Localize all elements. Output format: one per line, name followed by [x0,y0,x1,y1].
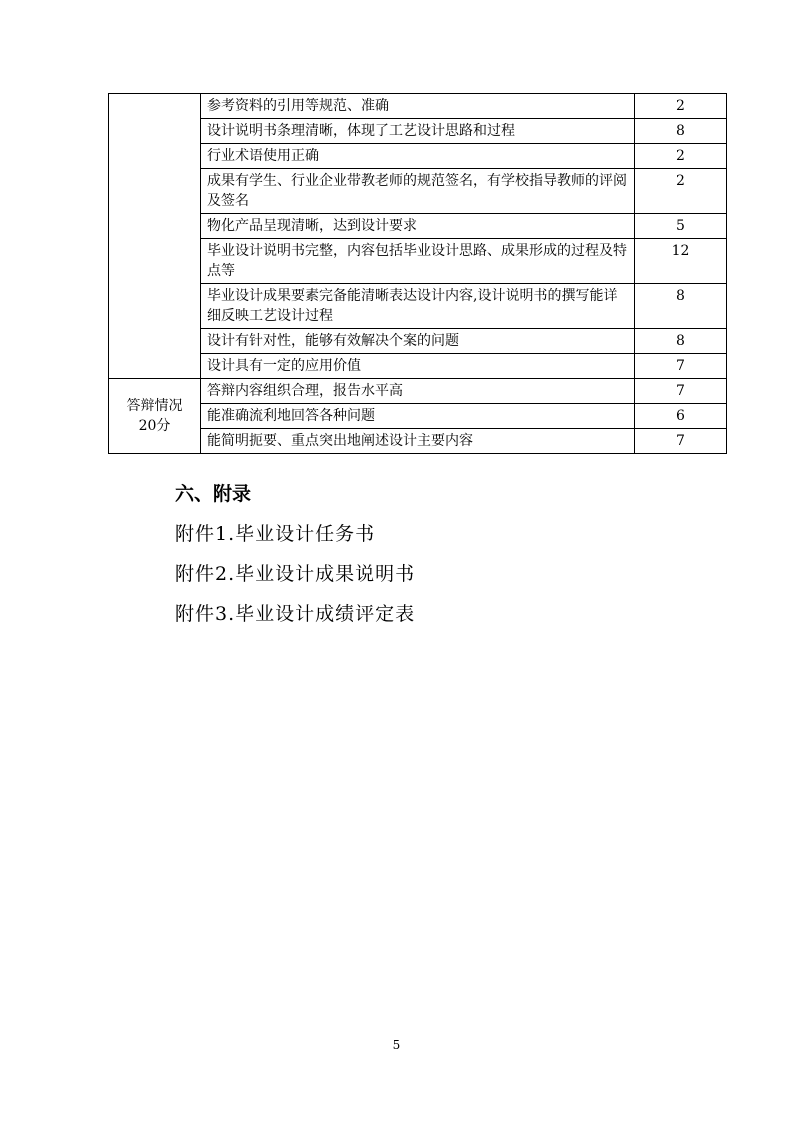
criterion-score: 8 [635,284,727,329]
criterion-score: 8 [635,119,727,144]
grading-criteria-table [108,93,727,454]
table-row [109,284,727,329]
table-row [109,119,727,144]
attachment-item: 附件3.毕业设计成绩评定表 [175,603,416,625]
table-row [109,169,727,214]
table-row [109,404,727,429]
table-row [109,354,727,379]
criterion-score: 7 [635,354,727,379]
table-row [109,214,727,239]
criterion-text: 成果有学生、行业企业带教老师的规范签名，有学校指导教师的评阅及签名 [201,169,635,214]
criterion-score: 7 [635,429,727,454]
page-number: 5 [392,1038,401,1052]
criterion-text: 行业术语使用正确 [201,144,635,169]
criterion-score: 5 [635,214,727,239]
criterion-score: 2 [635,144,727,169]
table-row [109,144,727,169]
criterion-score: 8 [635,329,727,354]
appendix-section [175,480,415,634]
category-cell-continued [109,94,201,379]
appendix-heading: 六、附录 [175,483,252,505]
criterion-text: 设计有针对性，能够有效解决个案的问题 [201,329,635,354]
criterion-text: 设计说明书条理清晰，体现了工艺设计思路和过程 [201,119,635,144]
criterion-score: 2 [635,169,727,214]
attachment-item: 附件1.毕业设计任务书 [175,523,376,545]
criterion-score: 12 [635,239,727,284]
criterion-score: 2 [635,94,727,119]
criterion-text: 答辩内容组织合理，报告水平高 [201,379,635,404]
category-points: 20分 [138,418,171,434]
criterion-text: 参考资料的引用等规范、准确 [201,94,635,119]
criterion-score: 7 [635,379,727,404]
category-cell-defense [109,379,201,454]
table-row [109,429,727,454]
table-row [109,239,727,284]
criterion-text: 能简明扼要、重点突出地阐述设计主要内容 [201,429,635,454]
table-row [109,379,727,404]
criterion-text: 设计具有一定的应用价值 [201,354,635,379]
attachment-item: 附件2.毕业设计成果说明书 [175,563,416,585]
criterion-text: 毕业设计说明书完整，内容包括毕业设计思路、成果形成的过程及特点等 [201,239,635,284]
criterion-score: 6 [635,404,727,429]
category-label: 答辩情况 [126,398,183,414]
criterion-text: 毕业设计成果要素完备能清晰表达设计内容,设计说明书的撰写能详细反映工艺设计过程 [201,284,635,329]
criterion-text: 物化产品呈现清晰，达到设计要求 [201,214,635,239]
table-row [109,94,727,119]
criterion-text: 能准确流利地回答各种问题 [201,404,635,429]
table-row [109,329,727,354]
